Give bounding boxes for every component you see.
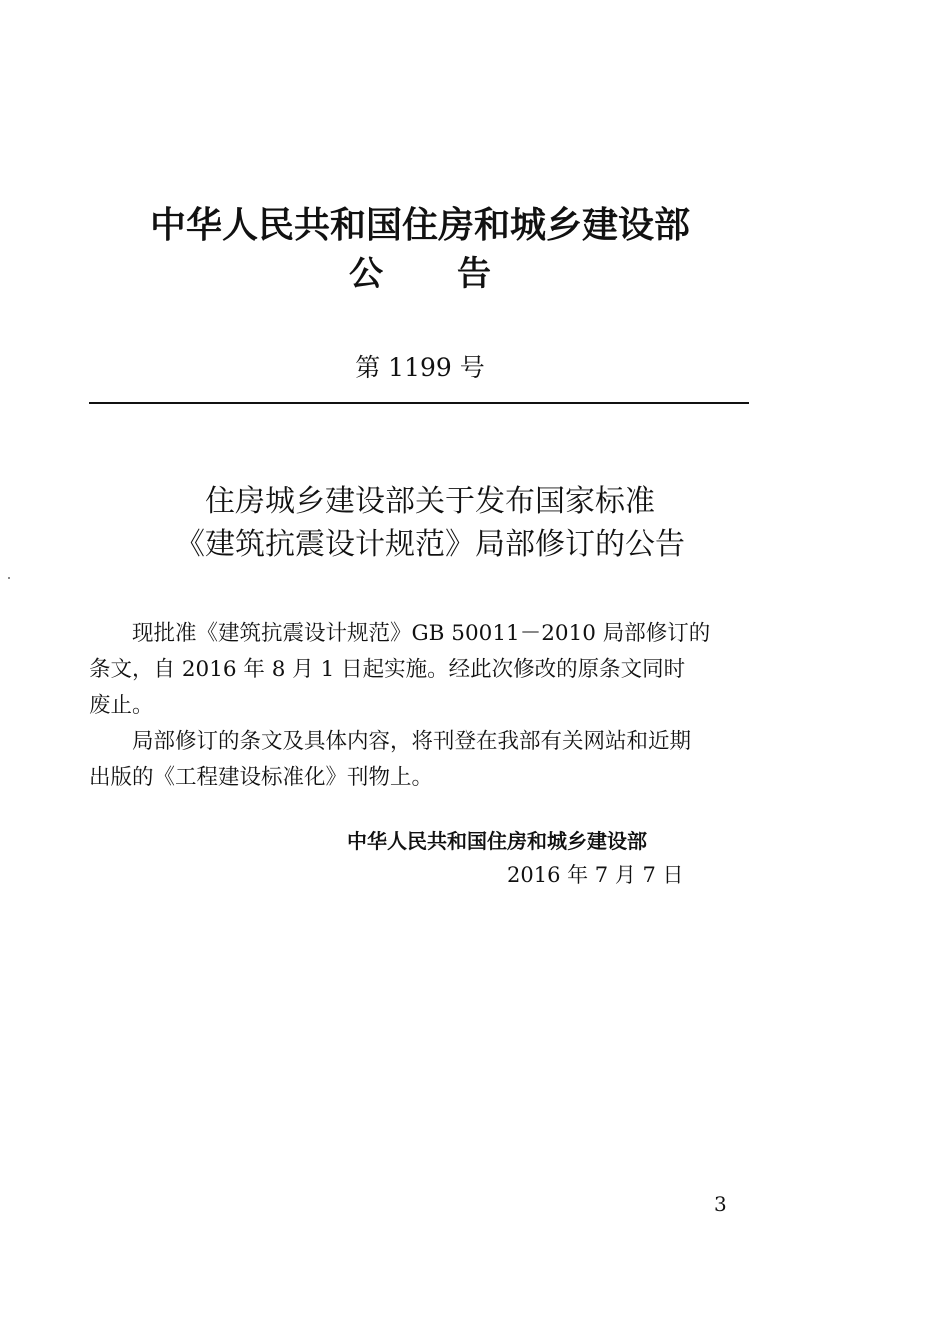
subject-line-2: 《建筑抗震设计规范》局部修订的公告 [175, 527, 685, 562]
paragraph-2-line-2: 出版的《工程建设标准化》刊物上。 [89, 765, 434, 790]
subject-line-1: 住房城乡建设部关于发布国家标准 [205, 484, 655, 519]
paragraph-1-line-2: 条文，自 2016 年 8 月 1 日起实施。经此次修改的原条文同时 [89, 657, 686, 682]
notice-subject [160, 480, 700, 566]
body-paragraph-2 [89, 724, 753, 796]
notice-body [89, 616, 753, 796]
paragraph-2-line-1: 局部修订的条文及具体内容，将刊登在我部有关网站和近期 [132, 729, 692, 754]
notice-type-char-1: 公 [349, 254, 383, 294]
issuing-ministry-heading: 中华人民共和国住房和城乡建设部 [149, 205, 690, 246]
notice-type-char-2: 告 [457, 254, 491, 294]
signature-date: 2016 年 7 月 7 日 [507, 863, 684, 887]
paragraph-1-line-3: 废止。 [89, 693, 154, 718]
paragraph-1-line-1: 现批准《建筑抗震设计规范》GB 50011－2010 局部修订的 [132, 621, 711, 646]
header-divider [89, 402, 749, 404]
notice-type-heading [0, 251, 840, 297]
scan-speck [8, 577, 10, 579]
page-number: 3 [714, 1192, 727, 1216]
body-paragraph-1 [89, 616, 753, 724]
signature-issuer: 中华人民共和国住房和城乡建设部 [347, 829, 647, 853]
notice-number: 第 1199 号 [355, 353, 485, 382]
